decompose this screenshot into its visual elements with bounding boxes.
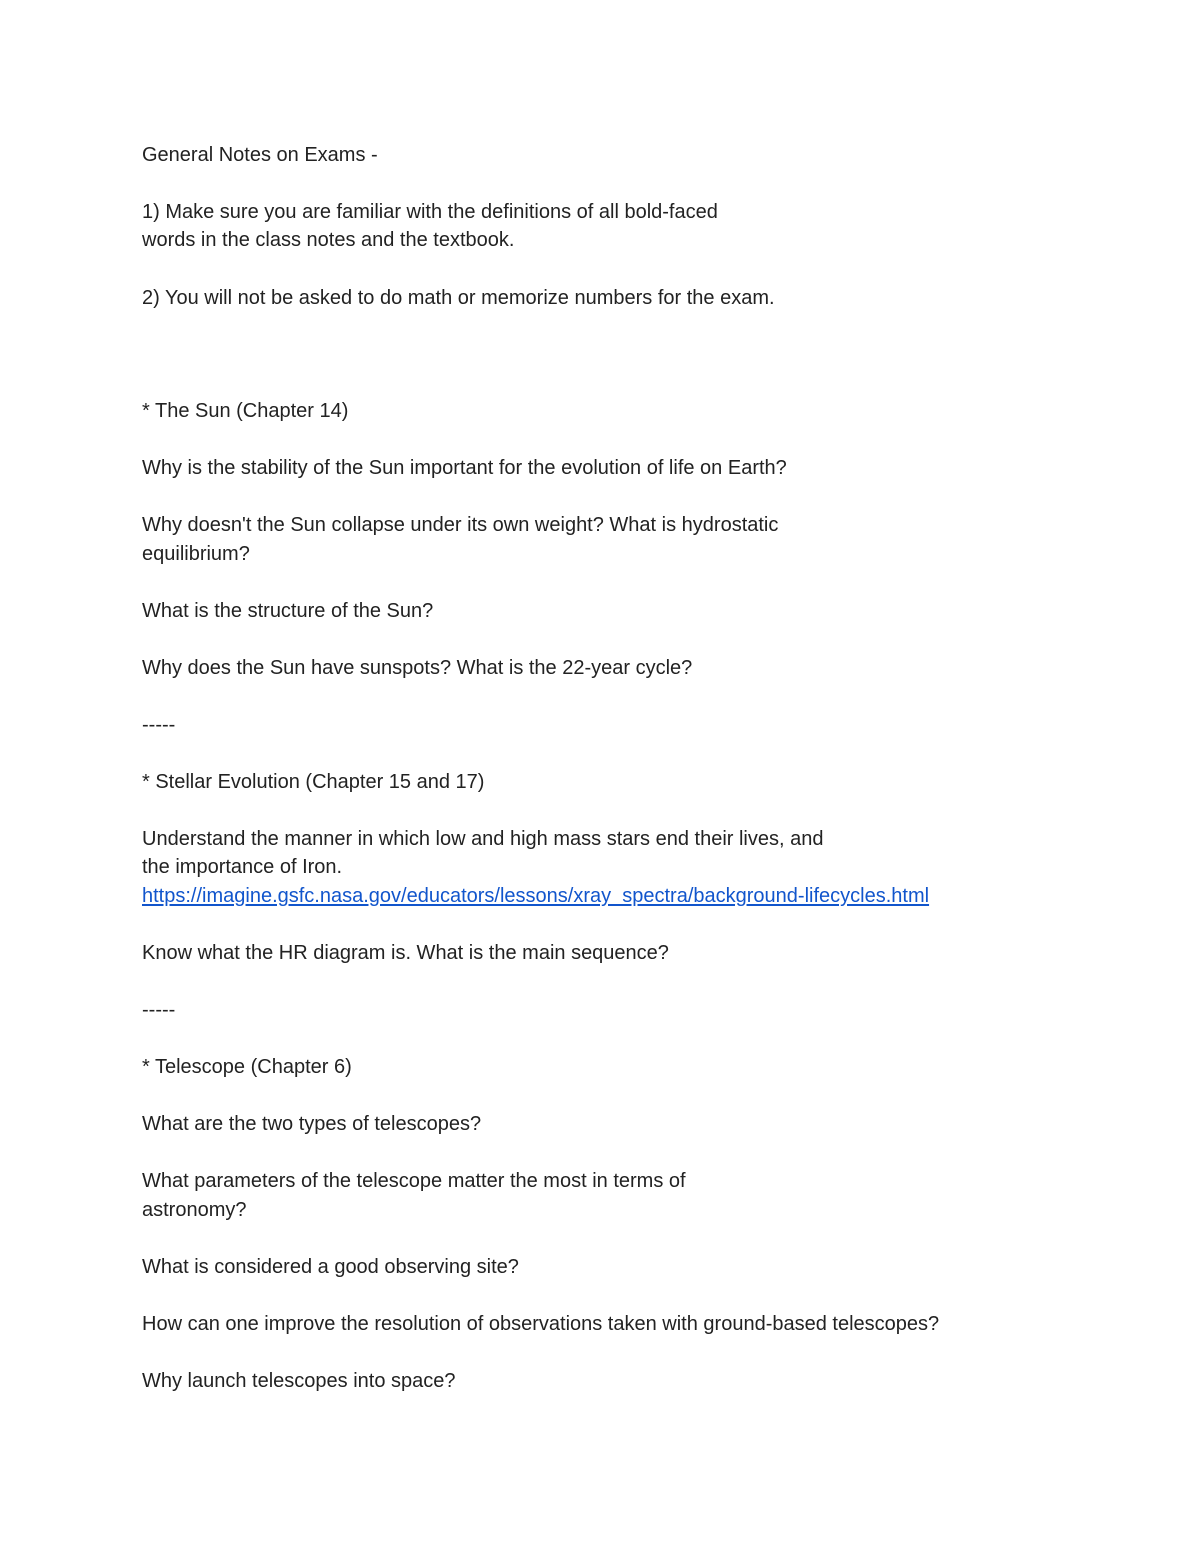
telescope-question-5: Why launch telescopes into space? (142, 1370, 456, 1392)
sun-question-3: What is the structure of the Sun? (142, 600, 434, 622)
sun-question-1: Why is the stability of the Sun important for the evolution of life on Earth? (142, 457, 787, 479)
section-heading-sun: * The Sun (Chapter 14) (142, 400, 349, 422)
telescope-question-2-line-2: astronomy? (142, 1199, 247, 1221)
sun-question-2-line-1: Why doesn't the Sun collapse under its own weight? What is hydrostatic (142, 514, 779, 536)
telescope-question-2-line-1: What parameters of the telescope matter the most in terms of (142, 1170, 686, 1192)
separator-2: ----- (142, 999, 176, 1021)
lifecycles-link[interactable]: https://imagine.gsfc.nasa.gov/educators/lessons/xray_spectra/background-lifecycles.html (142, 885, 930, 907)
separator-1: ----- (142, 714, 176, 736)
page-title: General Notes on Exams - (142, 144, 378, 166)
telescope-question-1: What are the two types of telescopes? (142, 1113, 482, 1135)
note-1-line-2: words in the class notes and the textbook. (142, 229, 515, 251)
note-2: 2) You will not be asked to do math or memorize numbers for the exam. (142, 287, 775, 309)
telescope-question-4: How can one improve the resolution of observations taken with ground-based telescopes? (142, 1313, 940, 1335)
sun-question-2-line-2: equilibrium? (142, 543, 250, 565)
stellar-item-1-line-2: the importance of Iron. (142, 856, 343, 878)
section-heading-stellar-evolution: * Stellar Evolution (Chapter 15 and 17) (142, 771, 485, 793)
sun-question-4: Why does the Sun have sunspots? What is the 22-year cycle? (142, 657, 693, 679)
note-1-line-1: 1) Make sure you are familiar with the definitions of all bold-faced (142, 201, 718, 223)
section-heading-telescope: * Telescope (Chapter 6) (142, 1056, 352, 1078)
stellar-item-2: Know what the HR diagram is. What is the main sequence? (142, 942, 669, 964)
telescope-question-3: What is considered a good observing site? (142, 1256, 519, 1278)
stellar-item-1-line-1: Understand the manner in which low and high mass stars end their lives, and (142, 828, 824, 850)
